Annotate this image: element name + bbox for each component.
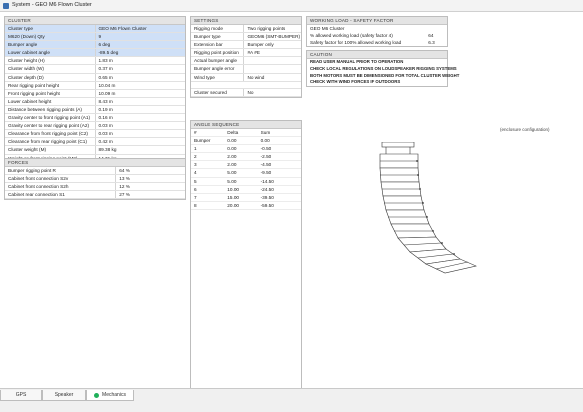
spacer [191, 82, 301, 89]
forces-row-label: Cabinet rear connection S1 [8, 192, 65, 198]
cluster-drawing [300, 142, 500, 362]
angle-sum: -0.50 [260, 146, 272, 152]
forces-row [5, 183, 185, 191]
settings-row[interactable] [191, 33, 301, 41]
working-load-row-label: Safety factor for 100% allowed working load [310, 40, 402, 46]
drawing-label: (enclosure configuration) [500, 127, 550, 132]
angle-delta: 0.00 [227, 146, 237, 152]
cluster-row-label: Front rigging point height [8, 90, 60, 96]
cluster-row-label: Rear rigging point height [8, 82, 60, 88]
cluster-row[interactable] [5, 98, 185, 106]
angle-sum: -9.50 [260, 170, 272, 176]
forces-header: FORCES [5, 159, 185, 167]
speaker-cabinet [383, 196, 424, 210]
forces-row-label: Bumper rigging point R [8, 168, 56, 173]
cluster-header: CLUSTER [5, 17, 185, 25]
angle-sum: -2.50 [260, 154, 272, 160]
tab-mechanics-label: Mechanics [102, 392, 126, 398]
cluster-row[interactable] [5, 146, 185, 154]
caution-line: CHECK WITH WIND FORCES IF OUTDOORS [310, 79, 401, 85]
tab-speaker[interactable] [42, 390, 86, 401]
cluster-row-value[interactable]: GEO M6 Flown Cluster [95, 25, 186, 32]
angle-row[interactable] [191, 153, 301, 161]
settings-row-label: Actual bumper angle [194, 58, 237, 64]
cluster-row[interactable] [5, 33, 185, 41]
settings-row-value[interactable] [243, 65, 301, 72]
window-titlebar [0, 0, 583, 12]
settings-header: SETTINGS [191, 17, 301, 25]
cluster-row-label: Clearance from front rigging point (C2) [8, 131, 88, 137]
angle-sum: -24.50 [260, 186, 274, 192]
cluster-row[interactable] [5, 49, 185, 57]
settings-row[interactable] [191, 57, 301, 65]
settings-row-label: Bumper angle error [194, 66, 235, 72]
bumper-shape [382, 142, 414, 147]
settings-row[interactable] [191, 89, 301, 97]
angle-row[interactable] [191, 202, 301, 210]
settings-row-label: Cluster secured [194, 89, 227, 95]
cluster-row-value[interactable]: 0.37 m [95, 65, 186, 72]
cluster-row-value[interactable]: -89.5 deg [95, 49, 186, 56]
angle-delta: 20.00 [227, 202, 240, 208]
cluster-row-value[interactable]: 10.09 m [95, 90, 186, 97]
angle-index: 7 [194, 194, 197, 200]
settings-row-label: Extension bar [194, 42, 223, 48]
angle-index: 3 [194, 162, 197, 168]
settings-row-value[interactable]: GEOM6 (SMT-BUMPER) [243, 33, 301, 40]
angle-row[interactable] [191, 178, 301, 186]
working-load-row-value [425, 25, 447, 32]
caution-line: READ USER MANUAL PRIOR TO OPERATION [310, 59, 404, 64]
angle-columns-header [191, 129, 301, 137]
angle-sequence-header: ANGLE SEQUENCE [191, 121, 301, 129]
cluster-row[interactable] [5, 74, 185, 82]
cluster-row-value[interactable]: 0.16 m [95, 114, 186, 121]
cluster-row[interactable] [5, 41, 185, 49]
cluster-row-label: Cluster type [8, 26, 34, 31]
angle-delta: 5.00 [227, 170, 237, 176]
cluster-row-value[interactable]: 8.43 m [95, 98, 186, 105]
speaker-cabinet [391, 224, 436, 238]
cluster-row-label: Lower cabinet angle [8, 50, 50, 56]
angle-row[interactable] [191, 137, 301, 145]
forces-row-value: 12 % [115, 183, 185, 190]
working-load-row-value: 6.3 [428, 40, 435, 46]
caution-line: BOTH MOTORS MUST BE DIMENSIONED FOR TOTAL CLUSTER WEIGHT [310, 72, 460, 78]
cluster-row[interactable] [5, 90, 185, 98]
speaker-cabinet [380, 154, 418, 168]
settings-row-label: Rigging point position [194, 50, 239, 56]
angle-index: 8 [194, 202, 197, 208]
cluster-row[interactable] [5, 114, 185, 122]
cluster-row-label: Cluster width (W) [8, 66, 44, 72]
angle-col-delta: Delta [227, 130, 239, 135]
caution-header: CAUTION [307, 51, 447, 59]
settings-row-value[interactable]: No wind [243, 74, 301, 81]
working-load-row-label: % allowed working load (safety factor 4) [310, 33, 393, 39]
tab-gps[interactable] [0, 390, 42, 401]
tab-speaker-label: Speaker [54, 392, 74, 398]
angle-index: 5 [194, 178, 197, 184]
working-load-row [307, 25, 447, 32]
cluster-row-value[interactable]: 1.83 m [95, 57, 186, 64]
settings-row-value[interactable]: No [243, 89, 301, 96]
angle-delta: 0.00 [227, 138, 237, 144]
settings-row-label: Rigging mode [194, 26, 223, 31]
angle-index: 4 [194, 170, 197, 176]
working-load-row [307, 32, 447, 39]
working-load-header: WORKING LOAD - SAFETY FACTOR [307, 17, 447, 25]
angle-delta: 2.00 [227, 154, 237, 160]
settings-row-value[interactable]: #A #E [243, 49, 301, 56]
working-load-row [307, 39, 447, 46]
cluster-row[interactable] [5, 25, 185, 33]
forces-row-value: 27 % [115, 191, 185, 198]
cluster-row-label: Gravity center to front rigging point (A1) [8, 115, 91, 121]
settings-row-label: Wind type [194, 74, 215, 80]
angle-sum: 0.00 [260, 138, 270, 144]
angle-row[interactable] [191, 161, 301, 169]
tab-mechanics[interactable] [86, 390, 134, 401]
forces-row-value: 64 % [115, 167, 185, 174]
cluster-row-label: Cluster weight (M) [8, 147, 47, 153]
cluster-row-label: Gravity center to rear rigging point (A2) [8, 123, 90, 129]
cluster-row-value[interactable]: 89.38 kg [95, 146, 186, 153]
active-status-dot-icon [94, 393, 99, 398]
angle-row[interactable] [191, 145, 301, 153]
window-title: System - GEO M6 Flown Cluster [12, 2, 92, 8]
caution-line: CHECK LOCAL REGULATIONS ON LOUDSPEAKER RIGGING SYSTEMS [310, 65, 457, 71]
forces-row-label: Cabinet front connection S2v [8, 176, 69, 182]
cluster-row-label: Cluster height (H) [8, 58, 45, 64]
angle-sum: -39.50 [260, 194, 274, 200]
angle-delta: 2.00 [227, 162, 237, 168]
cluster-row[interactable] [5, 65, 185, 73]
forces-panel [4, 158, 186, 200]
mechanics-canvas [0, 12, 583, 387]
settings-row[interactable] [191, 41, 301, 49]
settings-row[interactable] [191, 49, 301, 57]
forces-row-value: 13 % [115, 175, 185, 182]
working-load-row-label: GEO M6 Cluster [310, 26, 345, 31]
speaker-cabinet [386, 210, 429, 224]
working-load-panel [306, 16, 448, 47]
working-load-row-value: 64 [428, 33, 434, 39]
cluster-row-value[interactable]: 0.03 m [95, 122, 186, 129]
settings-row-value[interactable]: Two rigging points [243, 25, 301, 32]
settings-row-label: Bumper type [194, 34, 221, 40]
cluster-row[interactable] [5, 138, 185, 146]
cluster-row-label: Cluster depth (D) [8, 74, 44, 80]
settings-row[interactable] [191, 74, 301, 82]
settings-row-value[interactable] [243, 57, 301, 64]
cluster-row-label: M620 (Down) Qty [8, 34, 45, 40]
cluster-row-label: Lower cabinet height [8, 98, 52, 104]
angle-sum: -14.50 [260, 178, 274, 184]
angle-row[interactable] [191, 169, 301, 177]
view-tabs [0, 390, 134, 401]
cluster-row[interactable] [5, 130, 185, 138]
cluster-row-label: Bumper angle [8, 42, 38, 48]
tab-gps-label: GPS [15, 392, 27, 398]
cluster-row-value[interactable]: 10.04 m [95, 82, 186, 89]
cluster-row-value[interactable]: 0.42 m [95, 138, 186, 145]
angle-delta: 10.00 [227, 186, 240, 192]
angle-delta: 5.00 [227, 178, 237, 184]
angle-sequence-panel [190, 120, 302, 391]
angle-row[interactable] [191, 194, 301, 202]
forces-row [5, 167, 185, 175]
cluster-row[interactable] [5, 82, 185, 90]
speaker-cabinet [380, 168, 419, 182]
angle-table-empty-area [191, 210, 301, 390]
cluster-row-label: Clearance from rear rigging point (C1) [8, 139, 87, 145]
cluster-row-label: Distance between rigging points (A) [8, 106, 82, 112]
cluster-panel [4, 16, 186, 172]
cluster-row[interactable] [5, 57, 185, 65]
angle-index: 1 [194, 146, 197, 152]
forces-row [5, 191, 185, 199]
angle-col-sum: Sum [260, 130, 271, 135]
forces-row [5, 175, 185, 183]
angle-delta: 15.00 [227, 194, 240, 200]
angle-index: Bumper [194, 138, 211, 144]
speaker-cabinet [381, 182, 421, 196]
angle-sum: -4.50 [260, 162, 272, 168]
angle-index: 2 [194, 154, 197, 160]
forces-row-label: Cabinet front connection S2h [8, 184, 69, 190]
angle-col-index: # [194, 130, 197, 135]
caution-panel [306, 50, 460, 87]
angle-sum: -59.50 [260, 202, 274, 208]
settings-row[interactable] [191, 65, 301, 73]
cluster-row[interactable] [5, 106, 185, 114]
settings-row-value[interactable]: Bumper only [243, 41, 301, 48]
cluster-row-value[interactable]: 0.65 m [95, 74, 186, 81]
cluster-row-value[interactable]: 6 deg [95, 41, 186, 48]
bottom-bar [0, 388, 583, 412]
angle-row[interactable] [191, 186, 301, 194]
cluster-row-value[interactable]: 0.19 m [95, 106, 186, 113]
app-icon [3, 3, 9, 9]
cluster-row-value[interactable]: 9 [95, 33, 186, 40]
settings-panel [190, 16, 302, 98]
angle-index: 6 [194, 186, 197, 192]
settings-row[interactable] [191, 25, 301, 33]
cluster-row[interactable] [5, 122, 185, 130]
cluster-row-value[interactable]: 0.03 m [95, 130, 186, 137]
